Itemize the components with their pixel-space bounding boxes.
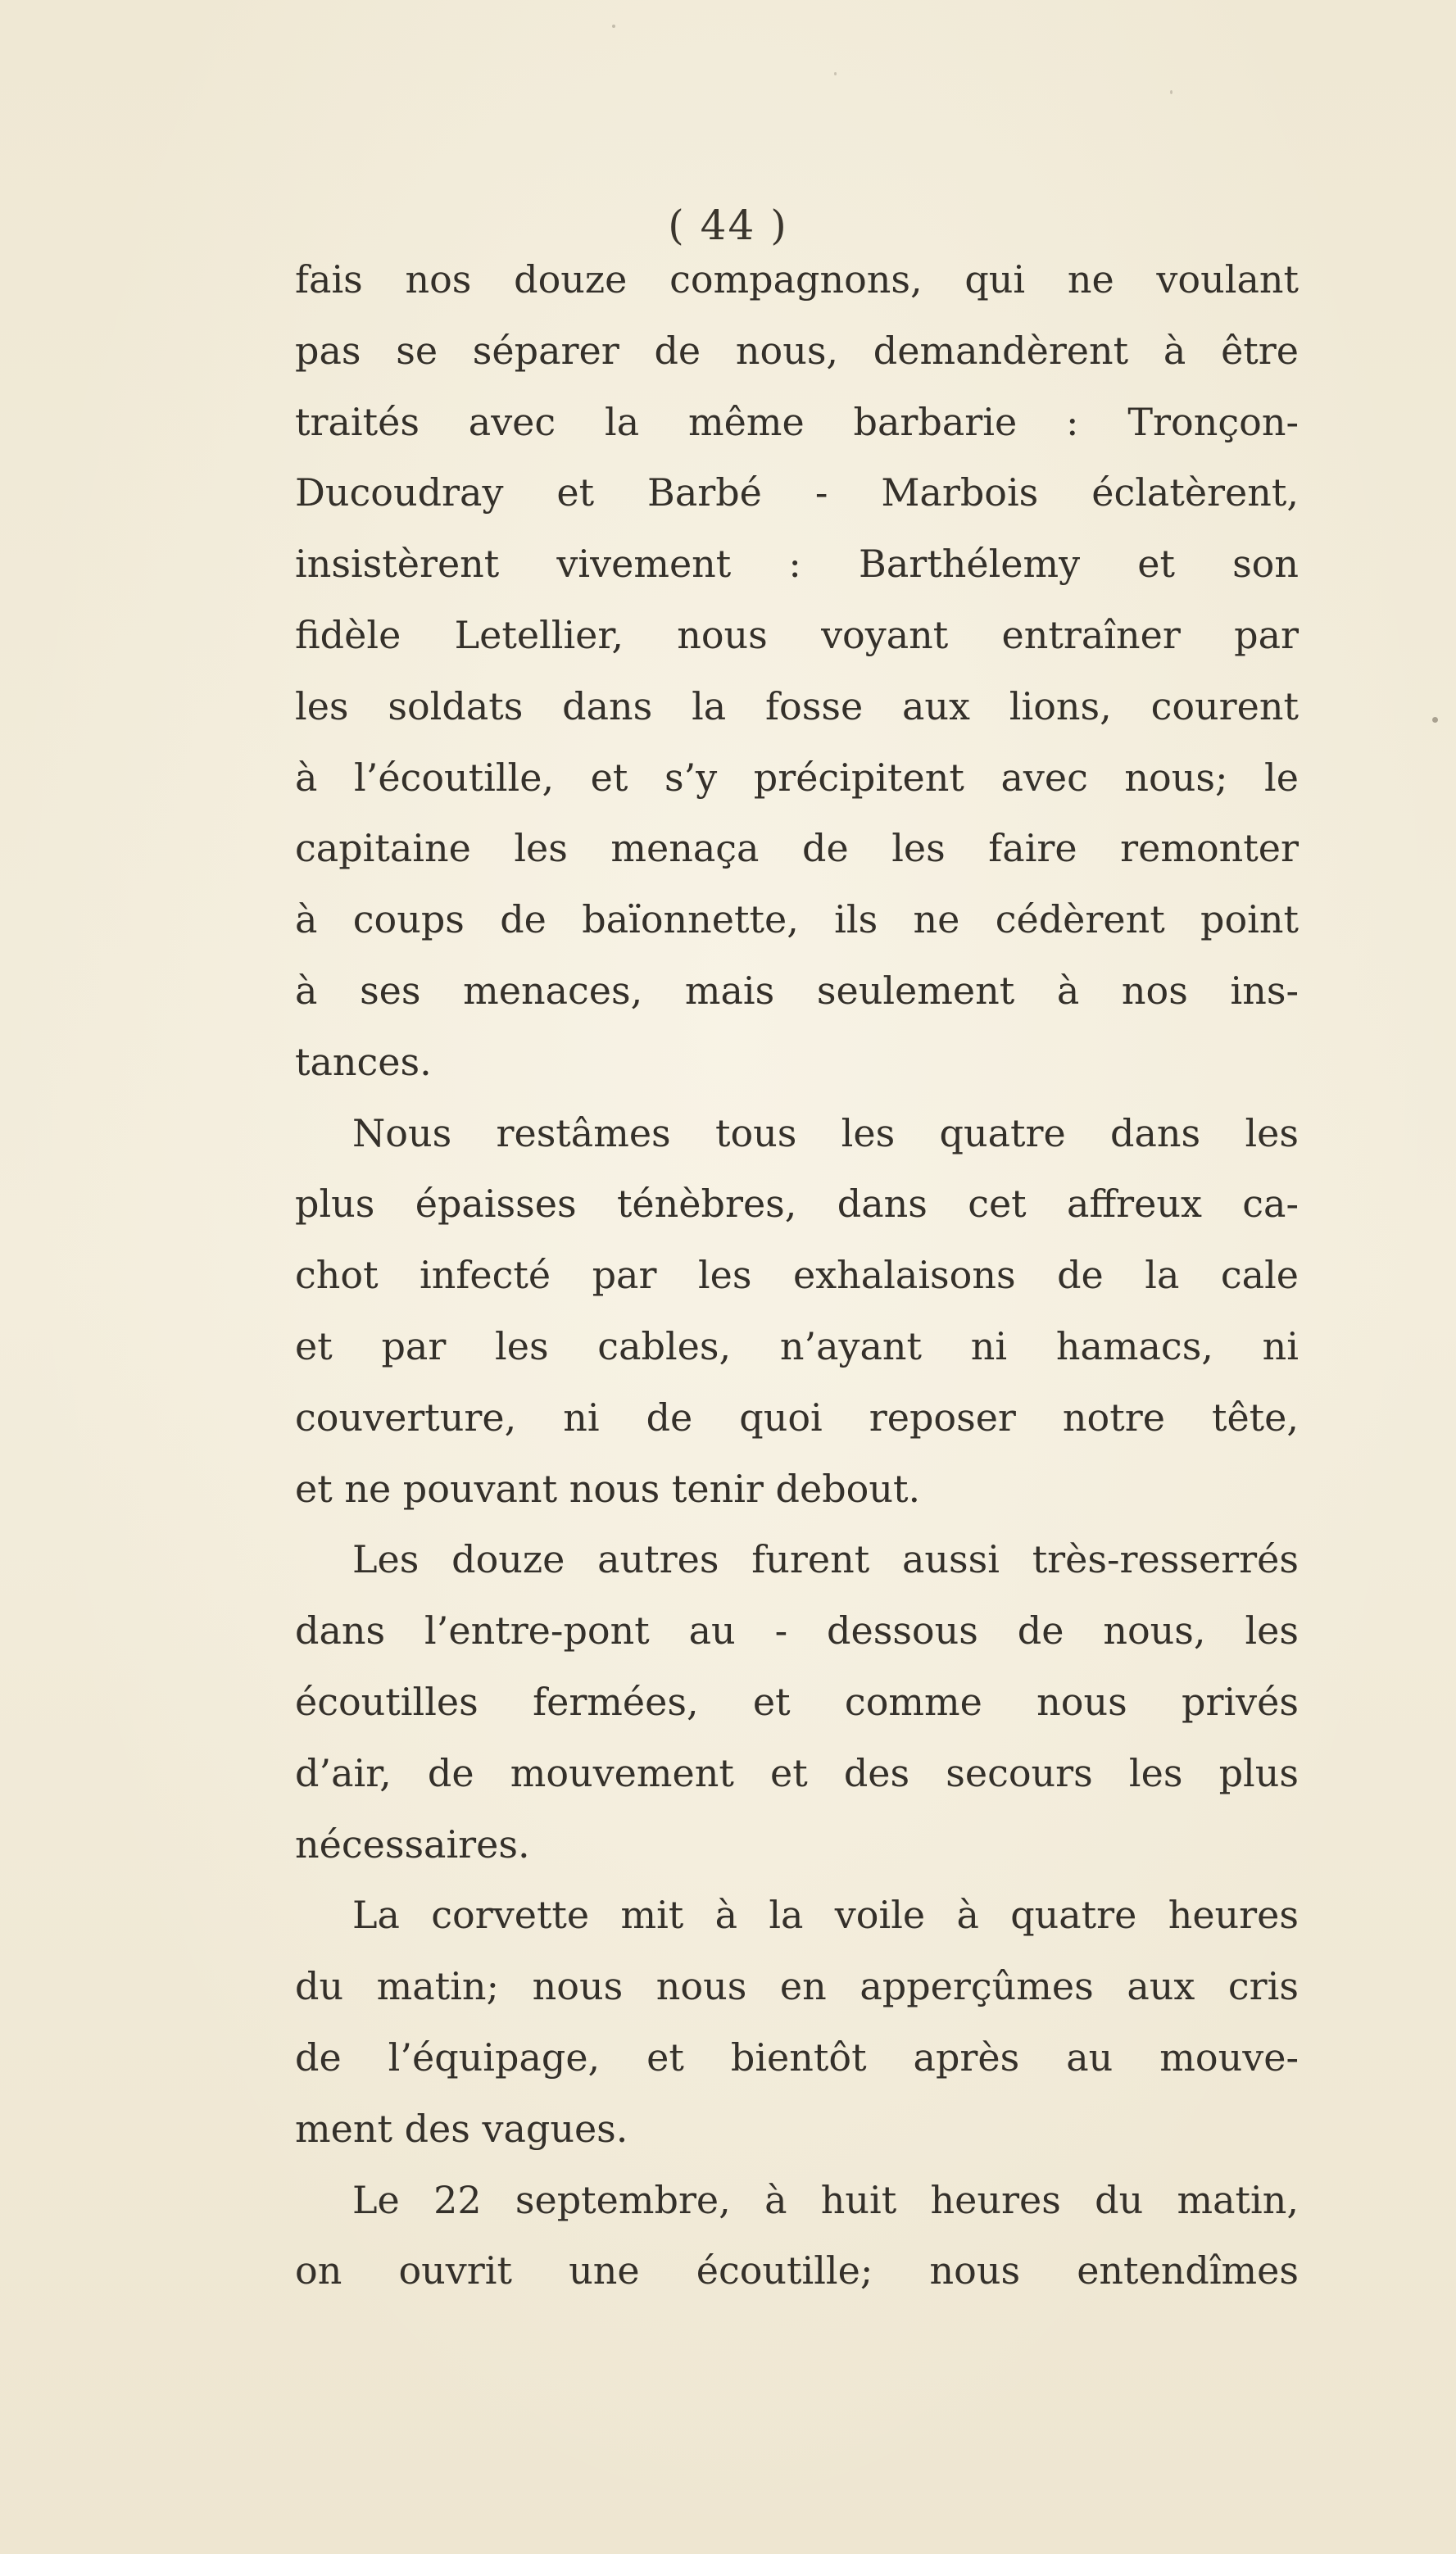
paper-speck <box>612 25 615 28</box>
text-line: écoutilles fermées, et comme nous privés <box>295 1679 1299 1724</box>
text-line: à l’écoutille, et s’y précipitent avec nous; le <box>295 755 1299 800</box>
text-line: couverture, ni de quoi reposer notre tête, <box>295 1395 1299 1440</box>
paper-speck <box>1170 90 1173 94</box>
text-line: les soldats dans la fosse aux lions, courent <box>295 683 1299 728</box>
paragraph-start-line: La corvette mit à la voile à quatre heures <box>352 1893 1299 1938</box>
text-line: Ducoudray et Barbé - Marbois éclatèrent, <box>295 470 1299 515</box>
paper-speck <box>834 72 837 75</box>
paragraph-end-line: et ne pouvant nous tenir debout. <box>295 1466 921 1511</box>
text-line: capitaine les menaça de les faire remonter <box>295 826 1299 871</box>
text-line: traités avec la même barbarie : Tronçon- <box>295 399 1299 444</box>
paragraph-end-line: tances. <box>295 1039 432 1084</box>
text-line: de l’équipage, et bientôt après au mouve- <box>295 2035 1299 2080</box>
text-line: plus épaisses ténèbres, dans cet affreux ca- <box>295 1182 1299 1227</box>
paragraph-start-line: Nous restâmes tous les quatre dans les <box>352 1110 1299 1155</box>
text-line: fidèle Letellier, nous voyant entraîner par <box>295 612 1299 657</box>
page-number: ( 44 ) <box>668 202 788 249</box>
text-line: et par les cables, n’ayant ni hamacs, ni <box>295 1323 1299 1368</box>
text-line: insistèrent vivement : Barthélemy et son <box>295 542 1299 587</box>
text-line: du matin; nous nous en apperçûmes aux cris <box>295 1964 1299 2009</box>
paragraph-end-line: ment des vagues. <box>295 2106 628 2151</box>
text-line: fais nos douze compagnons, qui ne voulant <box>295 257 1299 302</box>
body-text <box>295 244 1299 2307</box>
text-line: à ses menaces, mais seulement à nos ins- <box>295 968 1299 1013</box>
text-line: on ouvrit une écoutille; nous entendîmes <box>295 2248 1299 2293</box>
paragraph-start-line: Le 22 septembre, à huit heures du matin, <box>352 2177 1299 2222</box>
text-line: chot infecté par les exhalaisons de la cale <box>295 1253 1299 1298</box>
text-line: pas se séparer de nous, demandèrent à être <box>295 328 1299 373</box>
paragraph-start-line: Les douze autres furent aussi très-resserrés <box>352 1537 1299 1582</box>
text-line: dans l’entre-pont au - dessous de nous, les <box>295 1608 1299 1654</box>
text-line: à coups de baïonnette, ils ne cédèrent point <box>295 897 1299 942</box>
text-line: d’air, de mouvement et des secours les plus <box>295 1750 1299 1795</box>
paper-speck <box>1432 717 1438 723</box>
paragraph-end-line: nécessaires. <box>295 1821 530 1867</box>
